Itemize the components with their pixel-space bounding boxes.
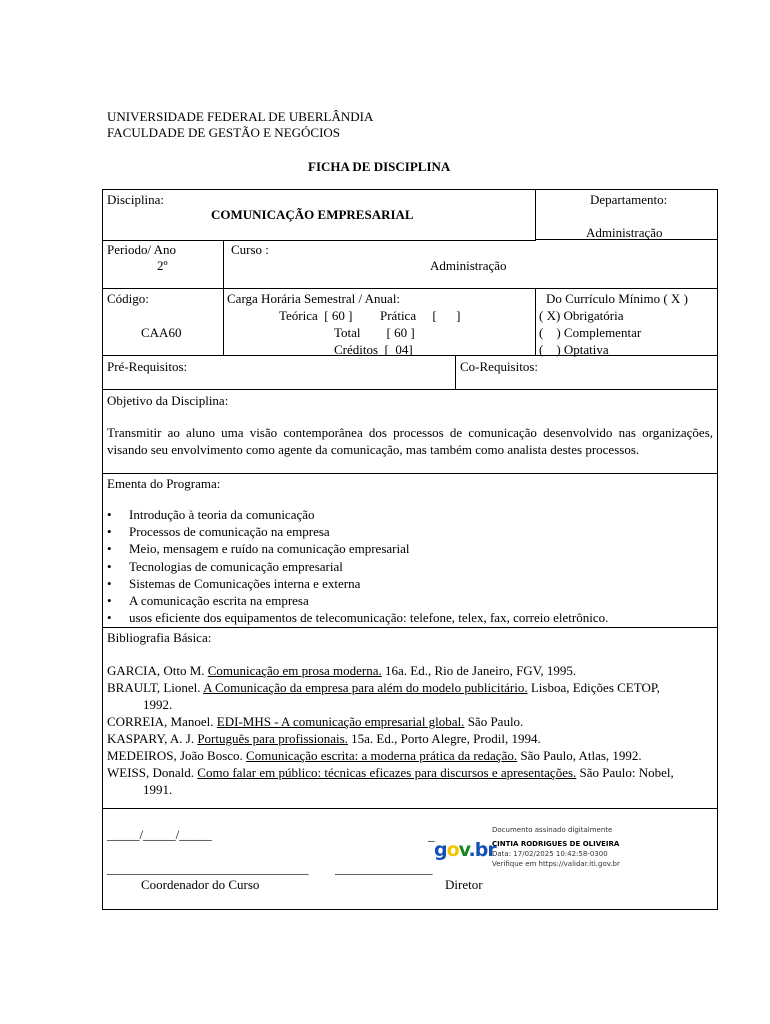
optional-option: ( ) Optativa [539, 342, 609, 357]
bib-author: BRAULT, Lionel. [107, 680, 204, 695]
coordinator-label: Coordenador do Curso [141, 877, 260, 892]
bib-details: Lisboa, Edições CETOP, [527, 680, 660, 695]
credits: Créditos [ 04] [334, 342, 413, 357]
form-title: FICHA DE DISCIPLINA [308, 159, 451, 174]
digital-signature-caption: Documento assinado digitalmente [492, 826, 613, 834]
govbr-logo [434, 836, 496, 866]
row-divider [102, 240, 536, 241]
period-value: 2º [157, 258, 168, 273]
row-divider [102, 389, 718, 390]
table-top-border [102, 189, 718, 190]
bib-details: São Paulo. [464, 714, 524, 729]
table-right-border [717, 189, 718, 910]
bib-title: EDI-MHS - A comunicação empresarial global. [216, 714, 465, 729]
department-value: Administração [586, 225, 663, 240]
signer-name: CINTIA RODRIGUES DE OLIVEIRA [492, 840, 620, 848]
period-label: Periodo/ Ano [107, 242, 176, 257]
bib-title: Português para profissionais. [197, 731, 348, 746]
course-value: Administração [430, 258, 507, 273]
bibliography-label: Bibliografia Básica: [107, 630, 212, 645]
director-label: Diretor [445, 877, 483, 892]
discipline-name: COMUNICAÇÃO EMPRESARIAL [211, 207, 414, 222]
curriculum-label: Do Currículo Mínimo ( X ) [546, 291, 688, 306]
bibliography-entry [107, 679, 713, 713]
bibliography-list [107, 662, 713, 798]
coordinator-signature-line: _______________________________ [107, 861, 309, 876]
bib-details: São Paulo: Nobel, [576, 765, 674, 780]
row-divider [102, 808, 718, 809]
list-item: • A comunicação escrita na empresa [107, 592, 608, 609]
bib-details-cont: 1991. [143, 782, 173, 797]
corequisites-label: Co-Requisitos: [460, 359, 539, 374]
bibliography-entry [107, 713, 713, 730]
total-hours: Total [ 60 ] [334, 325, 415, 340]
col-divider [223, 240, 224, 355]
bib-author: GARCIA, Otto M. [107, 663, 208, 678]
bibliography-entry [107, 662, 713, 679]
row-divider [102, 473, 718, 474]
theory-hours: Teórica [ 60 ] [279, 308, 353, 323]
col-divider [535, 189, 536, 240]
list-item: • Processos de comunicação na empresa [107, 523, 608, 540]
col-divider [535, 288, 536, 355]
university-name: UNIVERSIDADE FEDERAL DE UBERLÂNDIA [107, 109, 374, 124]
director-signature-line: _______________ [335, 861, 433, 876]
bib-details-cont: 1992. [143, 697, 173, 712]
department-label: Departamento: [590, 192, 668, 207]
bib-title: Comunicação em prosa moderna. [207, 663, 382, 678]
syllabus-label: Ementa do Programa: [107, 476, 221, 491]
complementary-option: ( ) Complementar [539, 325, 642, 340]
list-item: • Sistemas de Comunicações interna e externa [107, 575, 608, 592]
bib-author: CORREIA, Manoel. [107, 714, 217, 729]
director-mark: _ [428, 828, 435, 843]
prerequisites-label: Pré-Requisitos: [107, 359, 188, 374]
row-divider [102, 627, 718, 628]
bib-details: 15a. Ed., Porto Alegre, Prodil, 1994. [347, 731, 541, 746]
objective-label: Objetivo da Disciplina: [107, 393, 229, 408]
table-bottom-border [102, 909, 718, 910]
code-value: CAA60 [141, 325, 182, 340]
svg-text:gov.br: gov.br [434, 839, 496, 861]
list-item: • Introdução à teoria da comunicação [107, 506, 608, 523]
col-divider [455, 355, 456, 389]
bib-title: A Comunicação da empresa para além do modelo publicitário. [203, 680, 528, 695]
bib-author: KASPARY, A. J. [107, 731, 198, 746]
bib-author: WEISS, Donald. [107, 765, 198, 780]
bib-title: Comunicação escrita: a moderna prática da redação. [246, 748, 518, 763]
bib-details: São Paulo, Atlas, 1992. [517, 748, 642, 763]
list-item: • Meio, mensagem e ruído na comunicação empresarial [107, 540, 608, 557]
verify-link[interactable]: Verifique em https://validar.iti.gov.br [492, 860, 620, 868]
workload-label: Carga Horária Semestral / Anual: [227, 291, 401, 306]
mandatory-option: ( X) Obrigatória [539, 308, 624, 323]
faculty-name: FACULDADE DE GESTÃO E NEGÓCIOS [107, 125, 341, 140]
discipline-label: Disciplina: [107, 192, 165, 207]
row-divider [102, 288, 718, 289]
table-left-border [102, 189, 103, 910]
bib-author: MEDEIROS, João Bosco. [107, 748, 247, 763]
list-item: • Tecnologias de comunicação empresarial [107, 558, 608, 575]
syllabus-list [107, 506, 608, 626]
practice-hours: Prática [ ] [380, 308, 461, 323]
code-label: Código: [107, 291, 149, 306]
bibliography-entry [107, 764, 713, 798]
bib-details: 16a. Ed., Rio de Janeiro, FGV, 1995. [381, 663, 577, 678]
bibliography-entry [107, 730, 713, 747]
govbr-logo-image [434, 836, 496, 862]
course-label: Curso : [231, 242, 269, 257]
bibliography-entry [107, 747, 713, 764]
signature-date: Data: 17/02/2025 10:42:58-0300 [492, 850, 608, 858]
date-blank: _____/_____/_____ [107, 827, 212, 842]
objective-text: Transmitir ao aluno uma visão contemporânea dos processos de comunicação desenvolvido nas organizações, visando seu envolvimento como agente da comunicação, mas também como analista destes processos. [107, 425, 713, 457]
list-item: • usos eficiente dos equipamentos de telecomunicação: telefone, telex, fax, correio eletrônico. [107, 609, 608, 626]
bib-title: Como falar em público: técnicas eficazes para discursos e apresentações. [197, 765, 577, 780]
